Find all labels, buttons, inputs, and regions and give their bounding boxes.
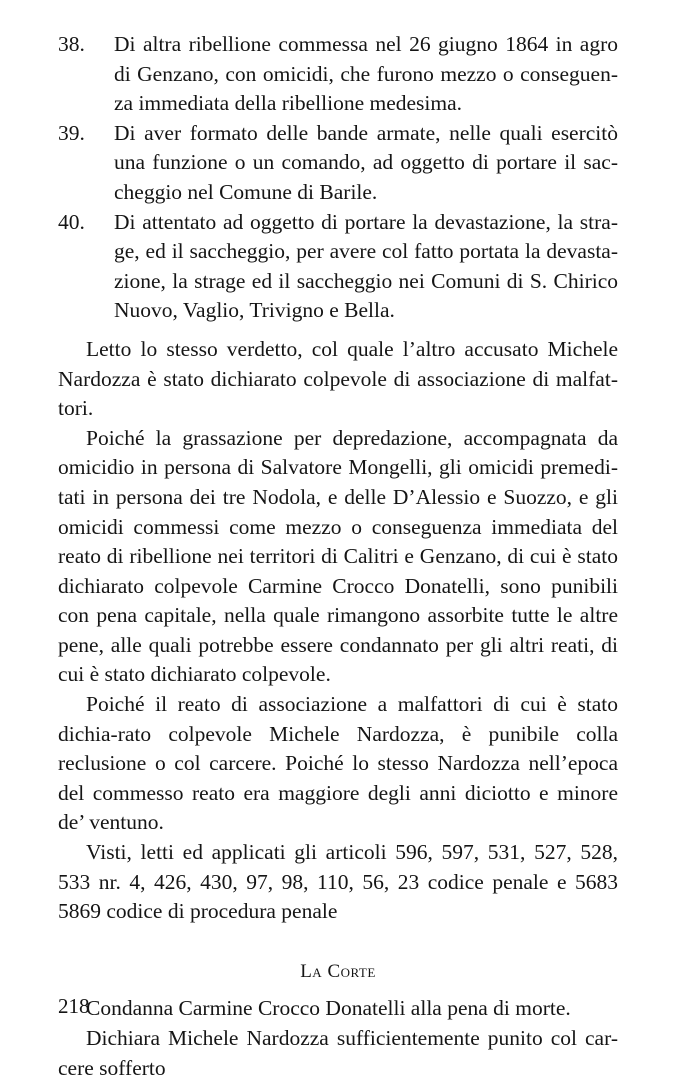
page-body [58,30,618,1083]
page-number: 218 [58,994,90,1018]
paragraph: Letto lo stesso verdetto, col quale l’altro accusato Michele Nardozza è stato dichiarato colpevole di associazione di malfat-tori. [58,336,618,421]
list-item [58,119,618,208]
item-text: Di altra ribellione commessa nel 26 giugno 1864 in agro di Genzano, con omicidi, che furono mezzo o conseguen-za immediata della ribellione medesima. [114,32,618,116]
verdict-paragraph: Dichiara Michele Nardozza sufficientemente punito col car-cere sofferto [58,1026,618,1080]
list-item [58,208,618,326]
verdict-paragraph: Condanna Carmine Crocco Donatelli alla pena di morte. [86,996,571,1021]
paragraph: Poiché la grassazione per depredazione, accompagnata da omicidio in persona di Salvatore Mongelli, gli omicidi premedi-tati in persona dei tre Nodola, e delle D’Alessio e Suozzo, e gli omicidi commessi come mezzo o conseguenza immediata del reato di ribellione nei territori di Calitri e Genzano, di cui è stato dichiarato colpevole Carmine Crocco Donatelli, sono punibili con pena capitale, nella quale rimangono assorbite tutte le altre pene, alle quali potrebbe essere condannato per gli altri reati, di cui è stato dichiarato colpevole. [58,425,618,687]
item-text: Di attentato ad oggetto di portare la devastazione, la stra-ge, ed il saccheggio, per avere col fatto portata la devasta-zione, la strage ed il saccheggio nei Comuni di S. Chirico Nuovo, Vaglio, Trivigno e Bella. [114,209,618,323]
item-number: 39. [58,120,85,145]
list-item [58,30,618,119]
item-number: 38. [58,32,85,56]
paragraph: Visti, letti ed applicati gli articoli 596, 597, 531, 527, 528, 533 nr. 4, 426, 430, 97, 98, 110, 56, 23 codice penale e 5683 5869 codice di procedura penale [58,840,618,924]
item-text: Di aver formato delle bande armate, nelle quali esercitò una funzione o un comando, ad oggetto di portare il sac-cheggio nel Comune di Barile. [114,120,618,204]
item-number: 40. [58,209,85,234]
section-heading: La Corte [300,960,376,982]
paragraph: Poiché il reato di associazione a malfattori di cui è stato dichia-rato colpevole Michele Nardozza, è punibile colla reclusione o col carcere. Poiché lo stesso Nardozza nell’epoca del commesso reato era maggiore degli anni diciotto e minore de’ ventuno. [58,692,618,835]
